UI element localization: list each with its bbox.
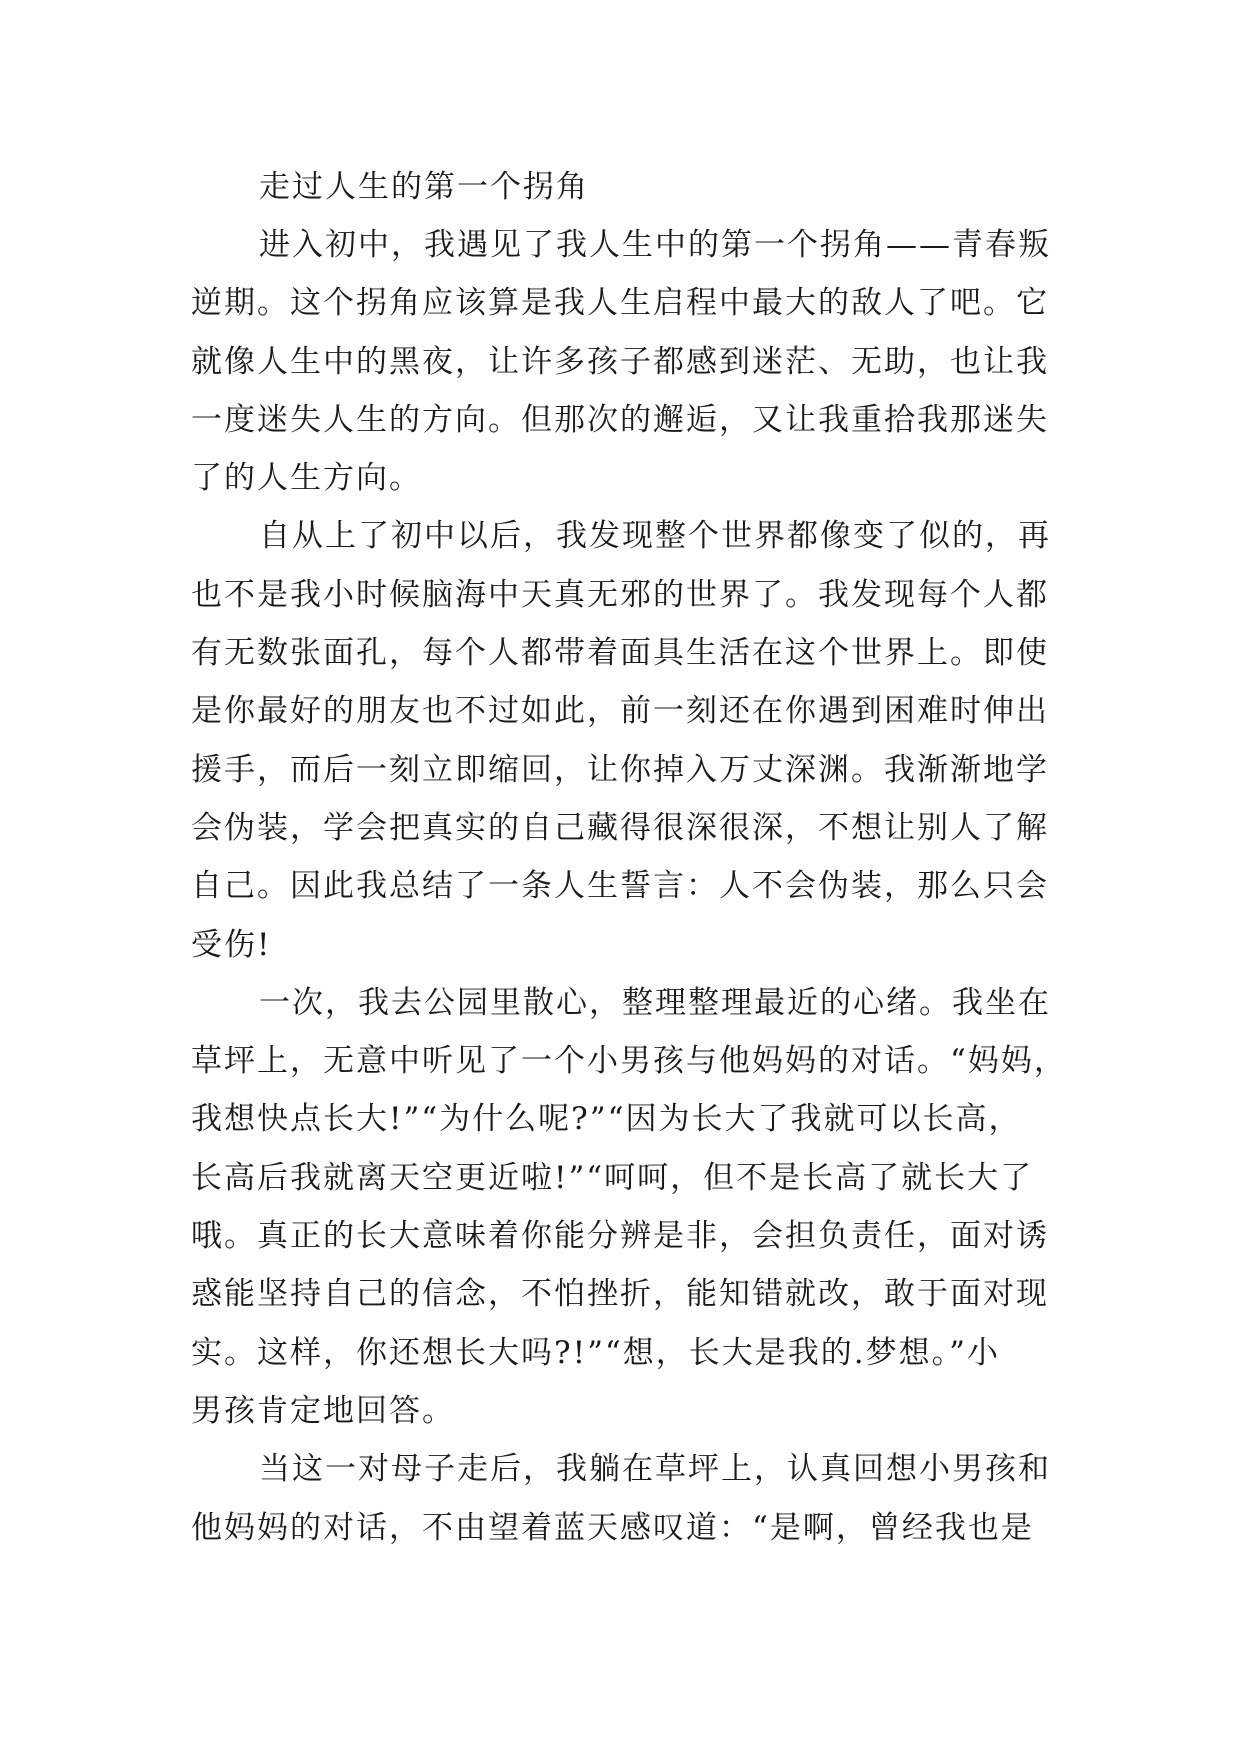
- text-line: 哦。真正的长大意味着你能分辨是非，会担负责任，面对诱: [191, 1218, 1049, 1255]
- text-line: 了的人生方向。: [191, 460, 422, 497]
- text-line: 他妈妈的对话，不由望着蓝天感叹道：“是啊，曾经我也是: [191, 1509, 1034, 1546]
- document-body: [191, 158, 1071, 1557]
- text-line: 当这一对母子走后，我躺在草坪上，认真回想小男孩和: [259, 1451, 1051, 1488]
- text-line: 我想快点长大!”“为什么呢?”“因为长大了我就可以长高，: [191, 1101, 1022, 1138]
- text-line: 实。这样，你还想长大吗?!”“想，长大是我的.梦想。”小: [191, 1334, 1000, 1371]
- text-line: 长高后我就离天空更近啦!”“呵呵，但不是长高了就长大了: [191, 1159, 1034, 1196]
- text-line: 草坪上，无意中听见了一个小男孩与他妈妈的对话。“妈妈，: [191, 1043, 1067, 1080]
- text-line: 进入初中，我遇见了我人生中的第一个拐角——青春叛: [259, 227, 1051, 263]
- text-line: 自从上了初中以后，我发现整个世界都像变了似的，再: [259, 518, 1051, 555]
- text-line: 一度迷失人生的方向。但那次的邂逅，又让我重拾我那迷失: [191, 401, 1049, 438]
- text-line: 惑能坚持自己的信念，不怕挫折，能知错就改，敢于面对现: [191, 1276, 1049, 1313]
- text-line: 就像人生中的黑夜，让许多孩子都感到迷茫、无助，也让我: [191, 343, 1049, 380]
- text-line: 会伪装，学会把真实的自己藏得很深很深，不想让别人了解: [191, 809, 1049, 846]
- text-line: 是你最好的朋友也不过如此，前一刻还在你遇到困难时伸出: [191, 693, 1049, 730]
- paragraph-2: [191, 507, 1071, 973]
- paragraph-4: [191, 1440, 1071, 1557]
- paragraph-3: [191, 974, 1071, 1440]
- text-line: 有无数张面孔，每个人都带着面具生活在这个世界上。即使: [191, 635, 1049, 672]
- paragraph-1: [191, 216, 1071, 507]
- text-line: 逆期。这个拐角应该算是我人生启程中最大的敌人了吧。它: [191, 285, 1049, 322]
- text-line: 援手，而后一刻立即缩回，让你掉入万丈深渊。我渐渐地学: [191, 751, 1049, 788]
- text-line: 男孩肯定地回答。: [191, 1392, 455, 1429]
- text-line: 也不是我小时候脑海中天真无邪的世界了。我发现每个人都: [191, 576, 1049, 613]
- document-title: 走过人生的第一个拐角: [259, 169, 589, 205]
- text-line: 自己。因此我总结了一条人生誓言：人不会伪装，那么只会: [191, 868, 1049, 905]
- text-line: 一次，我去公园里散心，整理整理最近的心绪。我坐在: [259, 984, 1051, 1021]
- text-line: 受伤!: [191, 926, 272, 963]
